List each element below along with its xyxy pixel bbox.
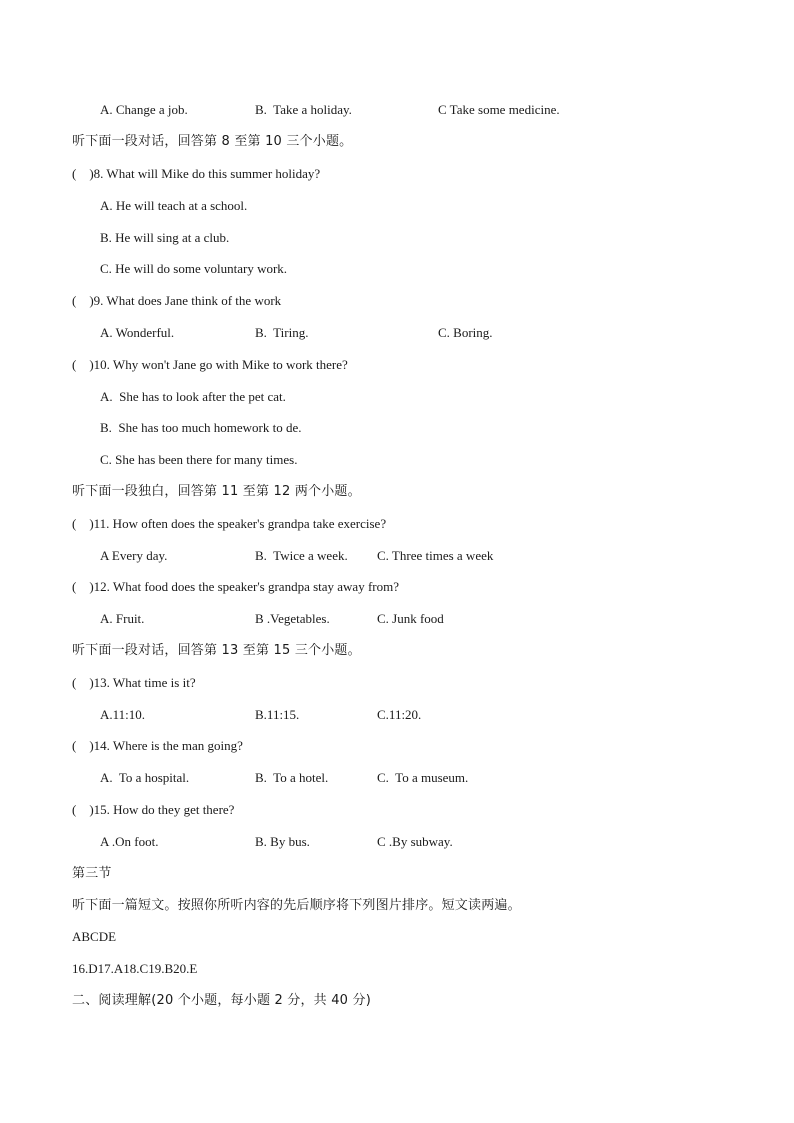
q12-option-b: B .Vegetables. [255, 611, 330, 626]
section-3-instructions: 听下面一篇短文。按照你所听内容的先后顺序将下列图片排序。短文读两遍。 [72, 898, 521, 913]
q15-option-c: C .By subway. [377, 834, 453, 849]
q13-stem: ( )13. What time is it? [72, 675, 196, 690]
q13-option-b: B.11:15. [255, 707, 300, 722]
q8-stem: ( )8. What will Mike do this summer holiday? [72, 166, 321, 181]
q7-option-c: C Take some medicine. [438, 102, 560, 117]
q11-stem: ( )11. How often does the speaker's grandpa take exercise? [72, 516, 387, 531]
section-heading-11-12: 听下面一段独白，回答第 11 至第 12 两个小题。 [72, 484, 361, 499]
q14-option-b: B. To a hotel. [255, 770, 329, 785]
q15-stem: ( )15. How do they get there? [72, 802, 235, 817]
q12-stem: ( )12. What food does the speaker's grandpa stay away from? [72, 579, 399, 594]
part-2-title: 二、阅读理解(20 个小题，每小题 2 分，共 40 分) [72, 993, 371, 1008]
q9-option-a: A. Wonderful. [100, 325, 175, 340]
q14-option-a: A. To a hospital. [100, 770, 190, 785]
q13-option-a: A.11:10. [100, 707, 146, 722]
section-3-title: 第三节 [72, 866, 112, 881]
q13-option-c: C.11:20. [377, 707, 422, 722]
q11-option-a: A Every day. [100, 548, 168, 563]
q12-option-a: A. Fruit. [100, 611, 145, 626]
q15-option-b: B. By bus. [255, 834, 310, 849]
q14-stem: ( )14. Where is the man going? [72, 738, 243, 753]
q10-option-a: A. She has to look after the pet cat. [100, 389, 286, 404]
section-heading-8-10: 听下面一段对话，回答第 8 至第 10 三个小题。 [72, 134, 353, 149]
picture-labels: ABCDE [72, 929, 117, 944]
answers-16-20: 16.D17.A18.C19.B20.E [72, 961, 198, 976]
q10-option-c: C. She has been there for many times. [100, 452, 298, 467]
q15-option-a: A .On foot. [100, 834, 159, 849]
q10-stem: ( )10. Why won't Jane go with Mike to work there? [72, 357, 348, 372]
q14-option-c: C. To a museum. [377, 770, 469, 785]
q10-option-b: B. She has too much homework to de. [100, 420, 302, 435]
q7-option-b: B. Take a holiday. [255, 102, 352, 117]
q12-option-c: C. Junk food [377, 611, 444, 626]
q7-option-a: A. Change a job. [100, 102, 188, 117]
q11-option-c: C. Three times a week [377, 548, 494, 563]
q8-option-c: C. He will do some voluntary work. [100, 261, 288, 276]
q8-option-b: B. He will sing at a club. [100, 230, 230, 245]
q9-option-b: B. Tiring. [255, 325, 309, 340]
q11-option-b: B. Twice a week. [255, 548, 348, 563]
q9-stem: ( )9. What does Jane think of the work [72, 293, 282, 308]
q8-option-a: A. He will teach at a school. [100, 198, 248, 213]
section-heading-13-15: 听下面一段对话，回答第 13 至第 15 三个小题。 [72, 643, 361, 658]
q9-option-c: C. Boring. [438, 325, 493, 340]
